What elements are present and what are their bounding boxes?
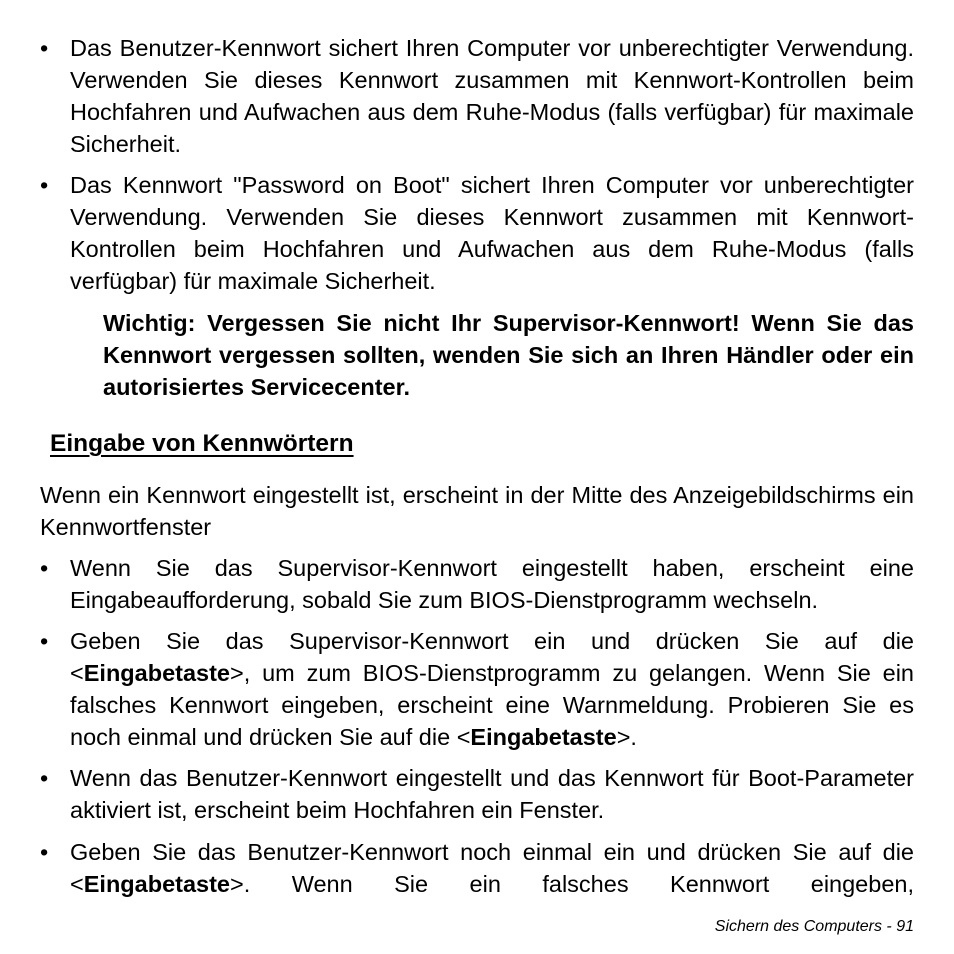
important-note: Wichtig: Vergessen Sie nicht Ihr Supervisor-Kennwort! Wenn Sie das Kennwort vergessen sollten, wenden Sie sich an Ihren Händler oder ein autorisiertes Servicecenter.	[103, 310, 914, 400]
list-item-text: Das Kennwort "Password on Boot" sichert Ihren Computer vor unberechtigter Verwendung. Verwenden Sie dieses Kennwort zusammen mit Kennwort-Kontrollen beim Hochfahren und Aufwachen aus dem Ruhe-Modus (falls verfügbar) für maximale Sicherheit.	[70, 172, 914, 294]
text-run: >. Wenn Sie ein falsches Kennwort eingeben,	[230, 871, 914, 897]
list-item	[40, 836, 914, 900]
section-heading: Eingabe von Kennwörtern	[50, 430, 354, 457]
text-run: >, um zum BIOS-Dienstprogramm zu gelangen. Wenn Sie ein falsches Kennwort eingeben, erscheint eine Warnmeldung. Probieren Sie es noch einmal und drücken Sie auf die <	[70, 660, 914, 750]
list-item-text: Wenn das Benutzer-Kennwort eingestellt und das Kennwort für Boot-Parameter aktiviert ist, erscheint beim Hochfahren ein Fenster.	[70, 765, 914, 823]
bullet-marker: •	[40, 628, 49, 654]
bullet-marker: •	[40, 765, 49, 791]
list-item-text: Das Benutzer-Kennwort sichert Ihren Computer vor unberechtigter Verwendung. Verwenden Sie dieses Kennwort zusammen mit Kennwort-Kontrollen beim Hochfahren und Aufwachen aus dem Ruhe-Modus (falls verfügbar) für maximale Sicherheit.	[70, 35, 914, 157]
bullet-marker: •	[40, 172, 49, 198]
list-item	[40, 625, 914, 753]
list-item	[40, 552, 914, 616]
page-footer: Sichern des Computers - 91	[714, 918, 914, 935]
list-item	[40, 169, 914, 297]
bullet-marker: •	[40, 35, 49, 61]
bullet-marker: •	[40, 839, 49, 865]
list-item	[40, 32, 914, 160]
key-name: Eingabetaste	[470, 724, 617, 750]
bullet-marker: •	[40, 555, 49, 581]
list-item	[40, 762, 914, 826]
key-name: Eingabetaste	[83, 660, 231, 686]
list-item-text	[70, 836, 914, 900]
key-name: Eingabetaste	[83, 871, 231, 897]
list-item-text	[70, 625, 914, 753]
list-item-text: Wenn Sie das Supervisor-Kennwort eingestellt haben, erscheint eine Eingabeaufforderung, sobald Sie zum BIOS-Dienstprogramm wechseln.	[70, 555, 914, 613]
text-run: Geben Sie das Supervisor-Kennwort ein und drücken Sie auf die <	[70, 628, 914, 686]
text-run: >.	[616, 724, 637, 750]
intro-paragraph: Wenn ein Kennwort eingestellt ist, erscheint in der Mitte des Anzeigebildschirms ein Kennwortfenster	[40, 482, 914, 540]
text-run: Geben Sie das Benutzer-Kennwort noch einmal ein und drücken Sie auf die <	[70, 839, 914, 897]
